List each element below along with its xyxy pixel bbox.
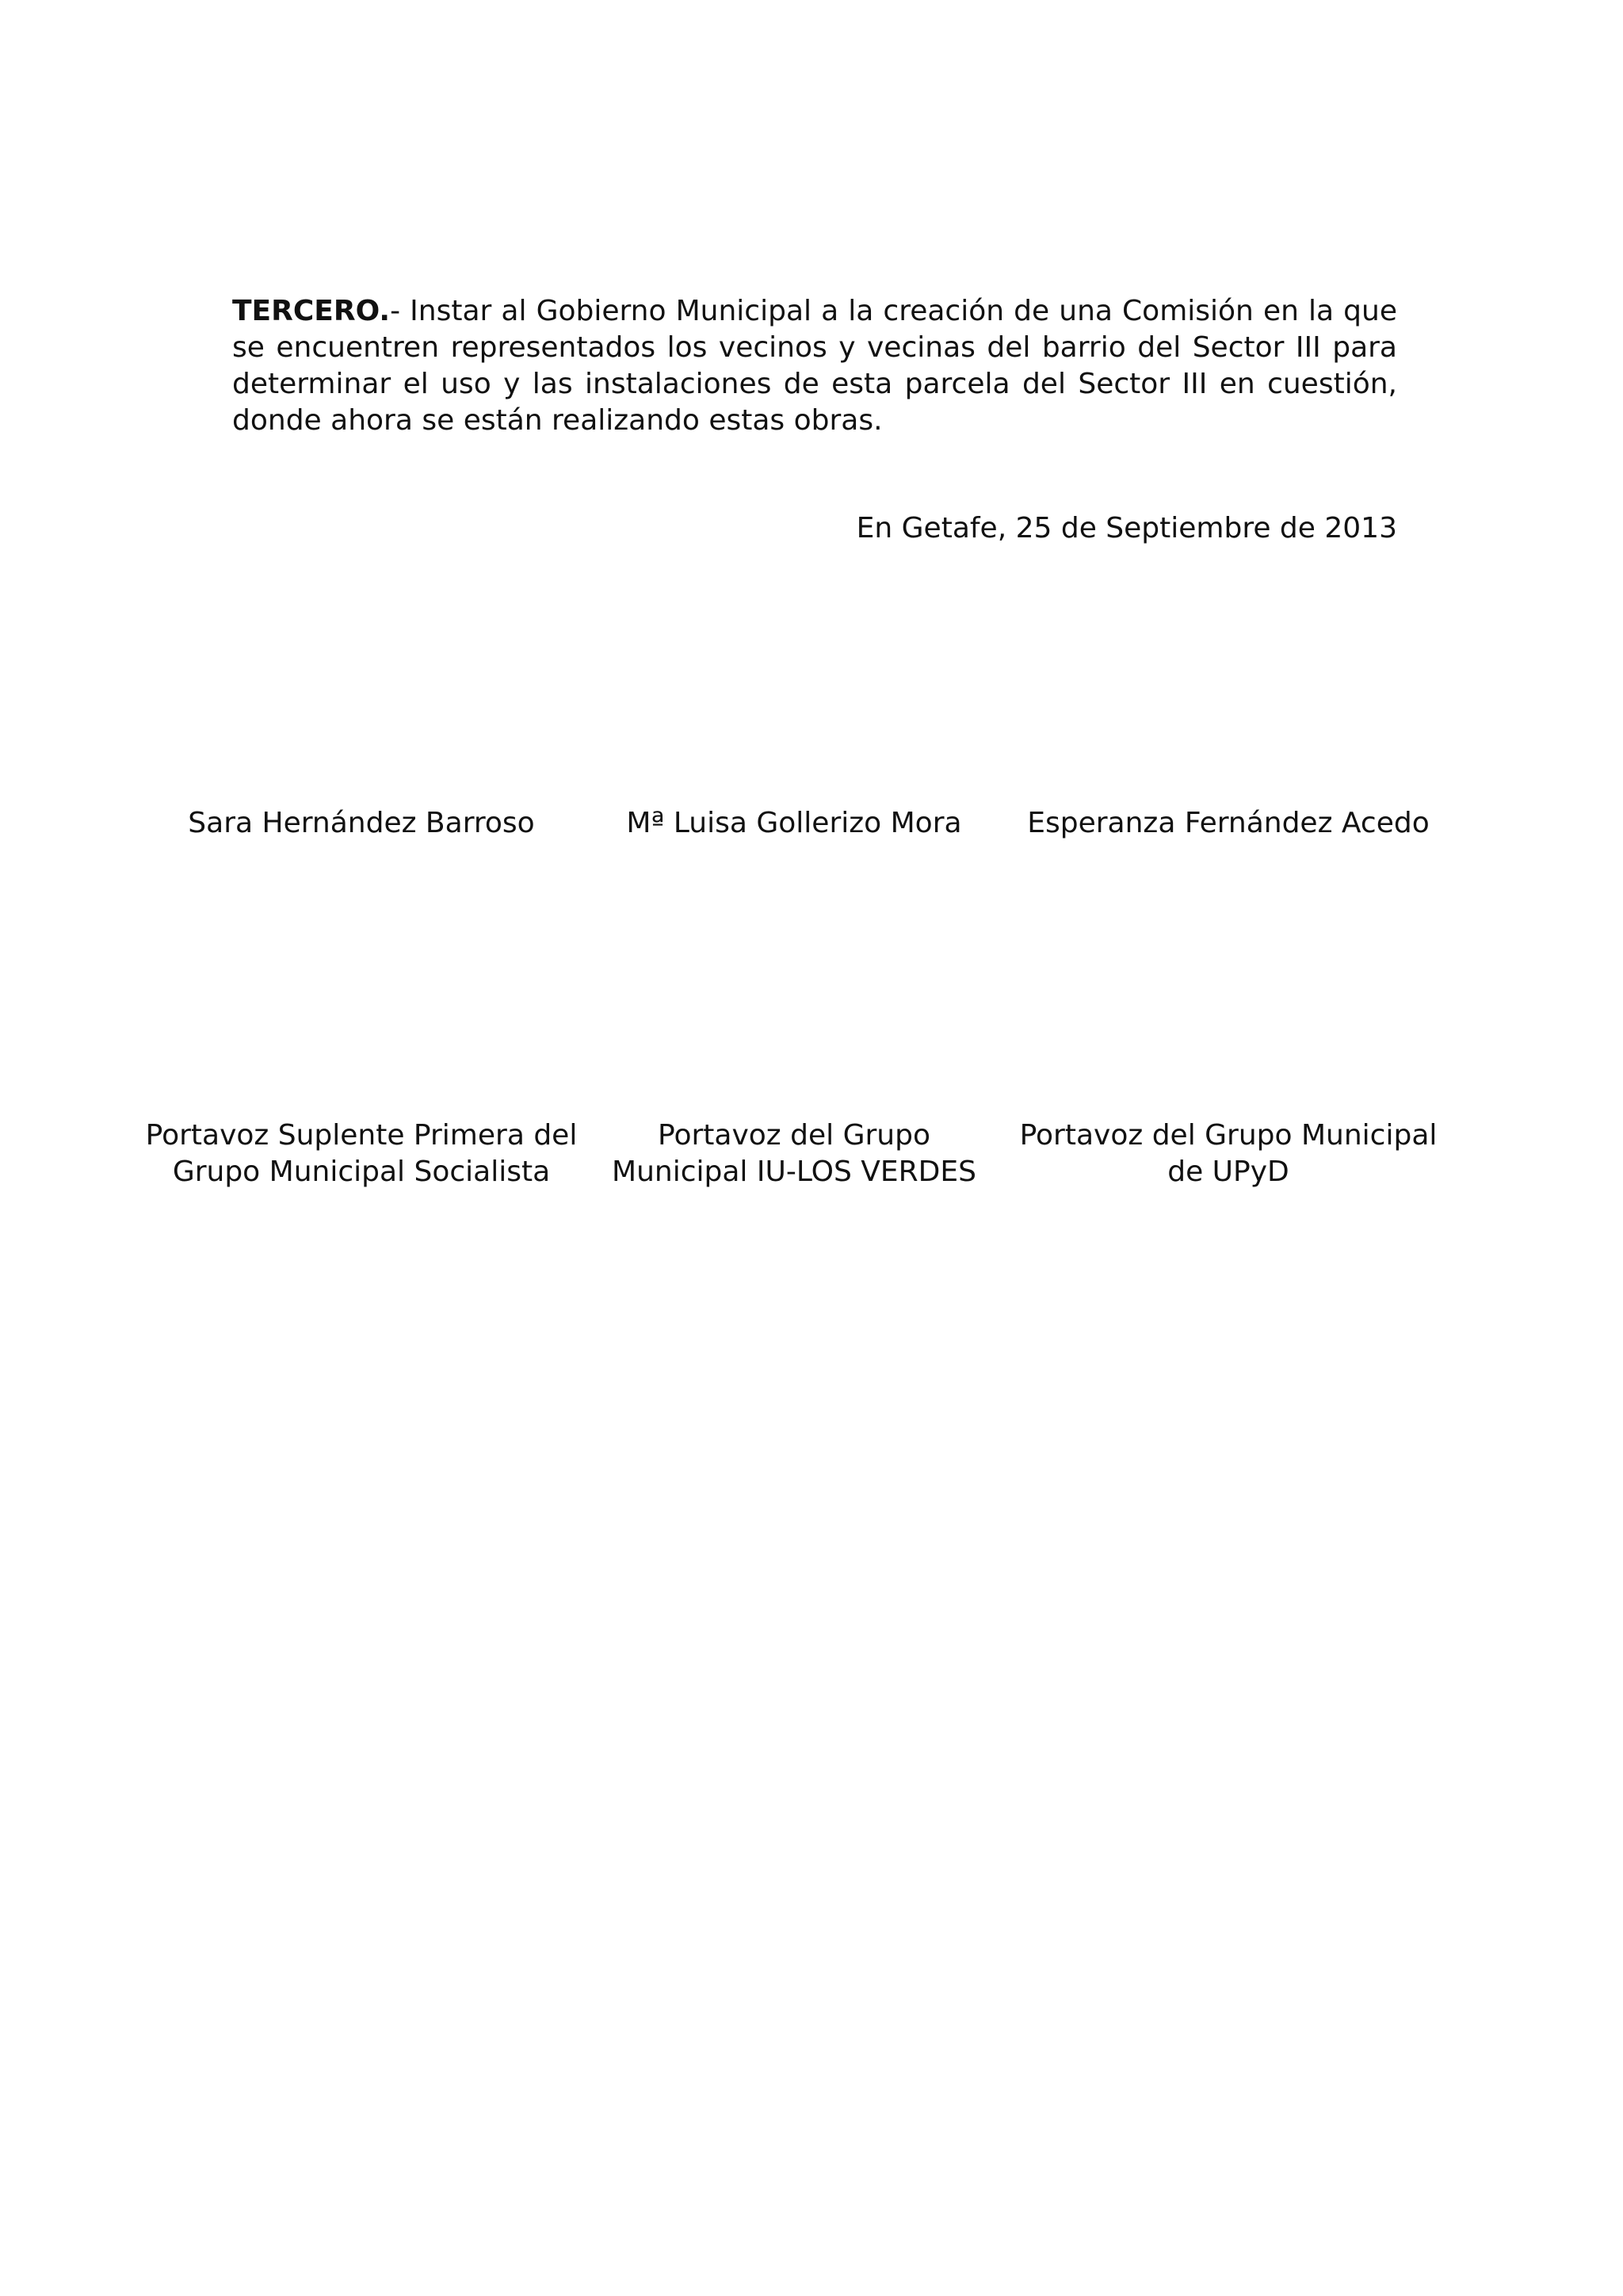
resolution-paragraph	[232, 293, 1397, 439]
paragraph-lead: TERCERO.	[232, 295, 391, 327]
paragraph-text: - Instar al Gobierno Municipal a la creación de una Comisión en la que se encuentren representados los vecinos y vecinas del barrio del Sector III para determinar el uso y las instalaciones de esta parcela del Sector III en cuestión, donde ahora se están realizando estas obras.	[232, 295, 1397, 437]
signatory-role-1	[139, 1117, 583, 1190]
signatory-role-2-line-1: Portavoz del Grupo	[658, 1119, 930, 1152]
signatory-name-3: Esperanza Fernández Acedo	[1027, 807, 1430, 839]
signatory-role-3-line-1: Portavoz del Grupo Municipal	[1019, 1119, 1438, 1152]
signatory-name-1: Sara Hernández Barroso	[188, 807, 535, 839]
date-line: En Getafe, 25 de Septiembre de 2013	[856, 512, 1397, 544]
signatory-role-1-line-1: Portavoz Suplente Primera del	[145, 1119, 578, 1152]
signatory-name-2: Mª Luisa Gollerizo Mora	[626, 807, 962, 839]
signatory-role-2-line-2: Municipal IU-LOS VERDES	[612, 1156, 976, 1188]
signatory-role-1-line-2: Grupo Municipal Socialista	[172, 1156, 551, 1188]
signatory-role-3	[1006, 1117, 1450, 1190]
signatory-role-2	[572, 1117, 1016, 1190]
signatory-role-3-line-2: de UPyD	[1167, 1156, 1289, 1188]
